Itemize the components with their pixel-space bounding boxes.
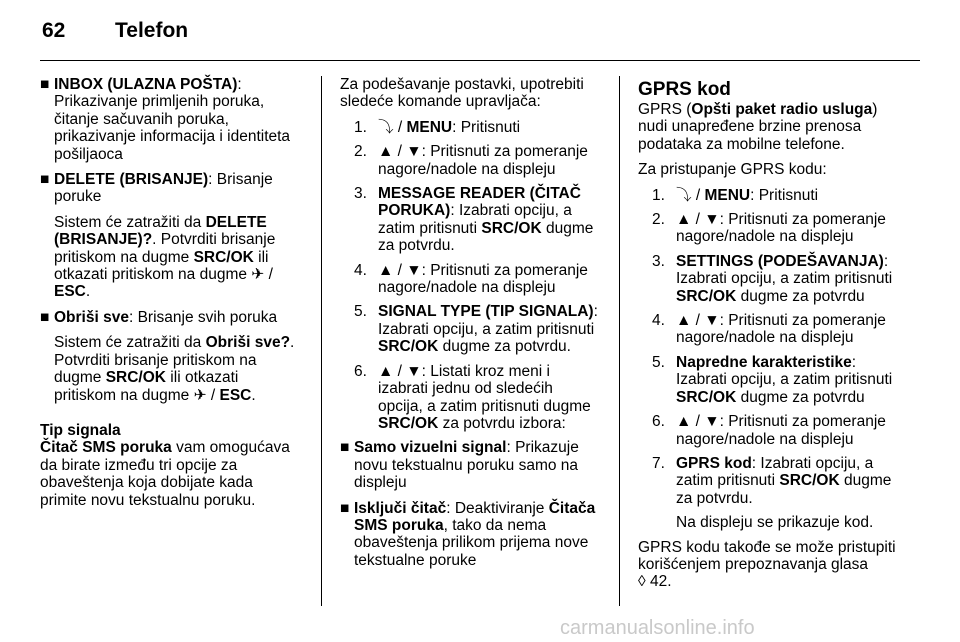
bullet-icon: ■ bbox=[40, 308, 50, 326]
phone-hangup-icon: ✈ bbox=[193, 386, 207, 404]
arrow-up-icon: ▲ bbox=[676, 413, 692, 431]
arrow-down-icon: ▼ bbox=[406, 143, 422, 161]
page-reference-link[interactable]: 42. bbox=[649, 573, 672, 591]
step-1: 1. ⤵ / MENU: Pritisnuti bbox=[354, 118, 521, 136]
column-1 bbox=[40, 76, 302, 517]
step-4: 4. ▲ / ▼: Pritisnuti za pomeranje nagore/nadole na displeju bbox=[354, 261, 588, 297]
arrow-down-icon: ▼ bbox=[406, 261, 422, 279]
page-header bbox=[0, 0, 960, 62]
header-rule bbox=[40, 60, 920, 61]
section-heading-gprs: GPRS kod bbox=[638, 79, 731, 100]
gprs-step-7-note: Na displeju se prikazuje kod. bbox=[676, 514, 874, 532]
arrow-up-icon: ▲ bbox=[676, 211, 692, 229]
arrow-down-icon: ▼ bbox=[406, 362, 422, 380]
gprs-step-7: 7. GPRS kod: Izabrati opciju, a zatim pritisnuti SRC/OK dugme za potvrdu. bbox=[652, 454, 892, 507]
bullet-icon: ■ bbox=[340, 499, 350, 517]
delete-all-note: Sistem će zatražiti da Obriši sve?. Potvrditi brisanje pritiskom na dugme SRC/OK ili otkazati pritiskom na dugme ✈ / ESC. bbox=[54, 334, 295, 404]
list-item-visual-signal: ■ Samo vizuelni signal: Prikazuje novu tekstualnu poruku samo na displeju bbox=[340, 439, 579, 492]
list-item-delete-all: ■ Obriši sve: Brisanje svih poruka Sistem će zatražiti da Obriši sve?. Potvrditi brisanje pritiskom na dugme SRC/OK ili otkazati pritiskom na dugme ✈ / ESC. bbox=[40, 309, 302, 404]
step-5: 5. SIGNAL TYPE (TIP SIGNALA): Izabrati opciju, a zatim pritisnuti SRC/OK dugme za potvrdu. bbox=[354, 303, 598, 356]
delete-note: Sistem će zatražiti da DELETE (BRISANJE)?. Potvrditi brisanje pritiskom na dugme SRC/OK ili otkazati pritiskom na dugme ✈ / ESC. bbox=[54, 213, 276, 301]
watermark: carmanualsonline.info bbox=[560, 617, 755, 639]
back-arrow-icon: ⤵ bbox=[378, 118, 394, 136]
column-divider-1 bbox=[321, 76, 322, 606]
inbox-label: INBOX (ULAZNA POŠTA) bbox=[54, 76, 238, 93]
step-2: 2. ▲ / ▼: Pritisnuti za pomeranje nagore/nadole na displeju bbox=[354, 143, 588, 178]
arrow-up-icon: ▲ bbox=[378, 261, 394, 279]
gprs-step-2: 2. ▲ / ▼: Pritisnuti za pomeranje nagore/nadole na displeju bbox=[652, 211, 886, 246]
step-3: 3. MESSAGE READER (ČITAČ PORUKA): Izabrati opciju, a zatim pritisnuti SRC/OK dugme za potvrdu. bbox=[354, 185, 594, 255]
gprs-intro: GPRS (Opšti paket radio usluga) nudi unapređene brzine prenosa podataka za mobilne telefone. bbox=[638, 101, 878, 153]
gprs-step-1: 1. ⤵ / MENU: Pritisnuti bbox=[652, 186, 819, 204]
signal-type-paragraph: Čitač SMS poruka vam omogućava da birate između tri opcije za obaveštenja koja dobijate kada primite novu tekstualnu poruku. bbox=[40, 439, 290, 509]
page-title: Telefon bbox=[115, 19, 189, 42]
arrow-down-icon: ▼ bbox=[704, 211, 720, 229]
bullet-icon: ■ bbox=[340, 439, 350, 457]
delete-label: DELETE (BRISANJE) bbox=[54, 171, 209, 189]
list-item-reader-off: ■ Isključi čitač: Deaktiviranje Čitača SMS poruka, tako da nema obaveštenja prilikom prijema nove tekstualne poruke bbox=[340, 499, 596, 569]
step-6: 6. ▲ / ▼: Listati kroz meni i izabrati jednu od sledećih opcija, a zatim pritisnuti dugme SRC/OK za potvrdu izbora: bbox=[354, 362, 591, 432]
list-item-inbox: ■ INBOX (ULAZNA POŠTA): Prikazivanje primljenih poruka, čitanje sačuvanih poruka, prikazivanje informacija i identiteta pošiljaoca bbox=[40, 76, 291, 163]
page-number: 62 bbox=[42, 19, 66, 42]
arrow-up-icon: ▲ bbox=[378, 362, 394, 380]
gprs-step-4: 4. ▲ / ▼: Pritisnuti za pomeranje nagore/nadole na displeju bbox=[652, 312, 886, 347]
arrow-up-icon: ▲ bbox=[378, 143, 394, 161]
bullet-icon: ■ bbox=[40, 171, 50, 189]
arrow-down-icon: ▼ bbox=[704, 312, 720, 330]
arrow-up-icon: ▲ bbox=[676, 312, 692, 330]
section-heading-signal-type: Tip signala bbox=[40, 421, 121, 439]
settings-intro: Za podešavanje postavki, upotrebiti sledeće komande upravljača: bbox=[340, 76, 584, 111]
gprs-outro: GPRS kodu takođe se može pristupiti korišćenjem prepoznavanja glasa ◊ 42. bbox=[638, 538, 896, 591]
gprs-access: Za pristupanje GPRS kodu: bbox=[638, 161, 827, 179]
phone-hangup-icon: ✈ bbox=[251, 266, 265, 284]
bullet-icon: ■ bbox=[40, 76, 50, 93]
arrow-down-icon: ▼ bbox=[704, 413, 720, 431]
delete-all-label: Obriši sve bbox=[54, 308, 129, 326]
back-arrow-icon: ⤵ bbox=[676, 186, 692, 204]
column-divider-2 bbox=[619, 76, 620, 606]
gprs-step-6: 6. ▲ / ▼: Pritisnuti za pomeranje nagore/nadole na displeju bbox=[652, 413, 886, 448]
column-3 bbox=[638, 76, 904, 599]
page-reference-icon: ◊ bbox=[638, 573, 646, 591]
gprs-step-5: 5. Napredne karakteristike: Izabrati opciju, a zatim pritisnuti SRC/OK dugme za potvrdu bbox=[652, 353, 893, 406]
gprs-step-3: 3. SETTINGS (PODEŠAVANJA): Izabrati opciju, a zatim pritisnuti SRC/OK dugme za potvrdu bbox=[652, 252, 893, 305]
column-2 bbox=[340, 76, 602, 577]
list-item-delete: ■ DELETE (BRISANJE): Brisanje poruke Sistem će zatražiti da DELETE (BRISANJE)?. Potvrditi brisanje pritiskom na dugme SRC/OK ili otkazati pritiskom na dugme ✈ / ESC. bbox=[40, 171, 302, 301]
